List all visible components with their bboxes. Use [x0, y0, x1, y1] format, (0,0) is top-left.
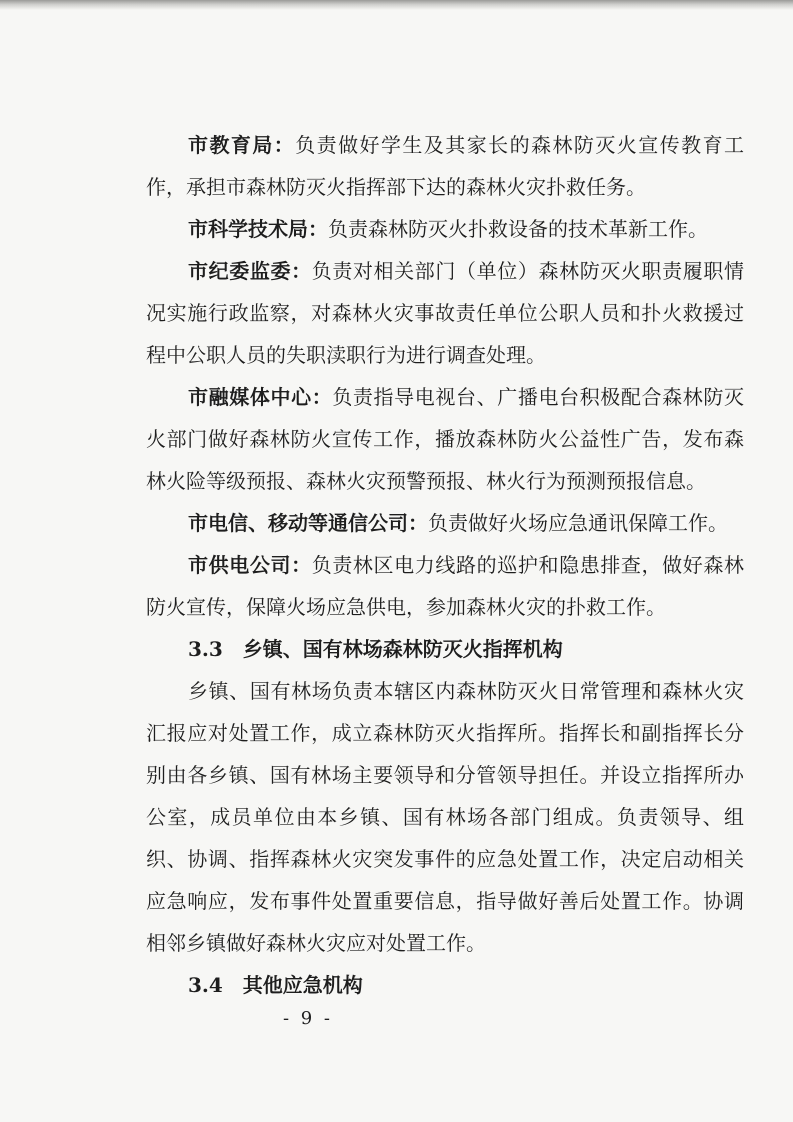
dept-label: 市纪委监委：	[188, 259, 312, 283]
paragraph-education-bureau	[146, 124, 744, 208]
dept-label: 市供电公司：	[188, 553, 312, 577]
paragraph-telecom	[146, 502, 744, 544]
dept-text: 负责森林防灭火扑救设备的技术革新工作。	[328, 217, 708, 241]
section-number: 3.4	[188, 973, 223, 997]
paragraph-media-center	[146, 376, 744, 502]
section-number: 3.3	[188, 637, 223, 661]
document-body	[146, 124, 744, 1006]
scan-top-edge	[0, 0, 793, 10]
paragraph-discipline-commission	[146, 250, 744, 376]
section-title: 其他应急机构	[242, 973, 363, 997]
dept-label: 市科学技术局：	[188, 217, 328, 241]
dept-text: 负责做好学生及其家长的森林防灭火宣传教育工作，承担市森林防灭火指挥部下达的森林火灾扑救任务。	[146, 133, 745, 199]
dept-text: 负责林区电力线路的巡护和隐患排查，做好森林防火宣传，保障火场应急供电，参加森林火灾的扑救工作。	[146, 553, 745, 619]
dept-label: 市电信、移动等通信公司：	[188, 511, 428, 535]
dept-label: 市教育局：	[188, 133, 296, 157]
section-3-3-body: 乡镇、国有林场负责本辖区内森林防灭火日常管理和森林火灾汇报应对处置工作，成立森林防灭火指挥所。指挥长和副指挥长分别由各乡镇、国有林场主要领导和分管领导担任。并设立指挥所办公室，成员单位由本乡镇、国有林场各部门组成。负责领导、组织、协调、指挥森林火灾突发事件的应急处置工作，决定启动相关应急响应，发布事件处置重要信息，指导做好善后处置工作。协调相邻乡镇做好森林火灾应对处置工作。	[146, 679, 744, 955]
paragraph-power-company	[146, 544, 744, 628]
dept-text: 负责指导电视台、广播电台积极配合森林防灭火部门做好森林防火宣传工作，播放森林防火公益性广告，发布森林火险等级预报、森林火灾预警预报、林火行为预测预报信息。	[146, 385, 745, 493]
paragraph-science-bureau	[146, 208, 744, 250]
section-heading-3-4	[146, 964, 744, 1006]
dept-text: 负责对相关部门（单位）森林防灭火职责履职情况实施行政监察，对森林火灾事故责任单位公职人员和扑火救援过程中公职人员的失职渎职行为进行调查处理。	[146, 259, 745, 367]
section-heading-3-3	[146, 628, 744, 670]
section-title: 乡镇、国有林场森林防灭火指挥机构	[242, 637, 563, 661]
dept-label: 市融媒体中心：	[188, 385, 333, 409]
page-number: - 9 -	[282, 1008, 333, 1029]
dept-text: 负责做好火场应急通讯保障工作。	[428, 511, 728, 535]
